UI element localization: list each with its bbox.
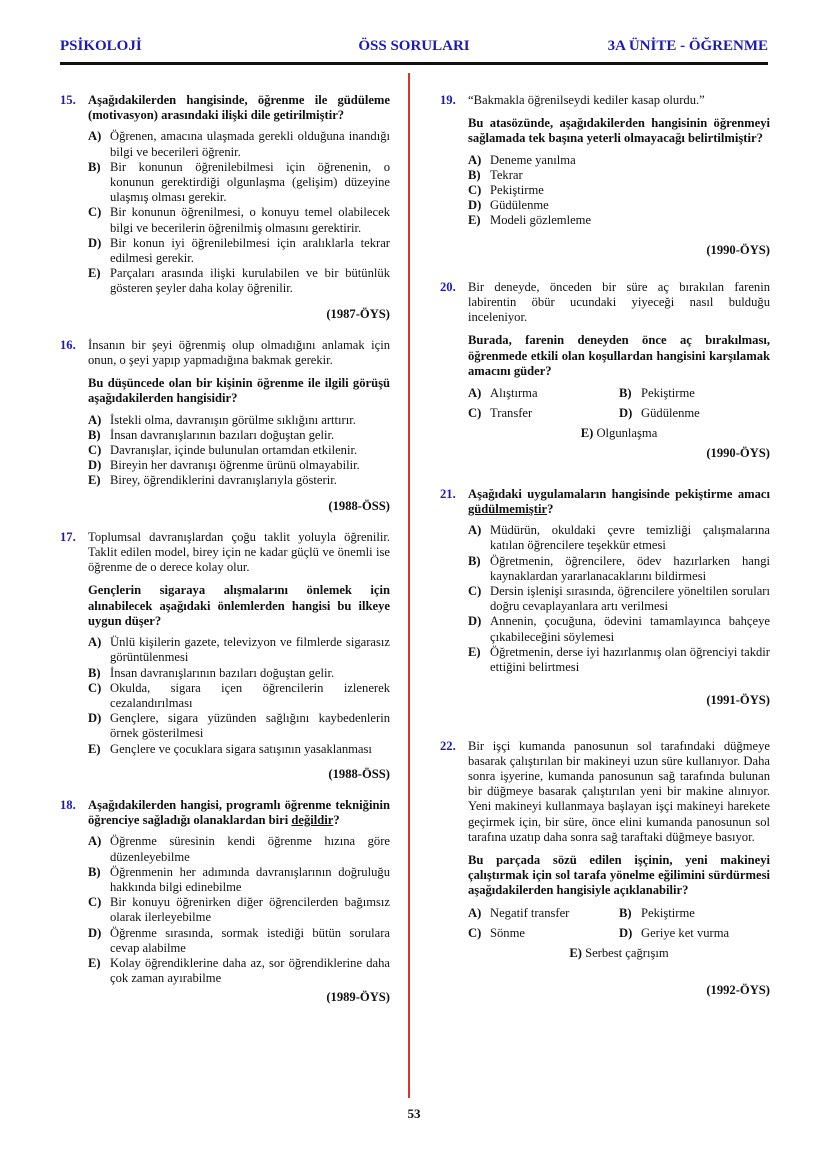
option-a[interactable]: A) Deneme yanılma [468,152,576,167]
question-prompt: Burada, farenin deneyden önce aç bırakılması, öğrenmede etkili olan koşullardan hangisini karşılamak amacını güder? [468,333,770,378]
options-list [88,834,390,986]
question-prompt: Bu düşüncede olan bir kişinin öğrenme ile ilgili görüşü aşağıdakilerden hangisidir? [88,376,390,406]
option-d[interactable]: D) Öğrenme sırasında, sormak istediği bütün sorulara cevap alabilme [88,925,390,955]
question-15 [60,93,390,322]
option-c[interactable]: C) Dersin işlenişi sırasında, öğrencilere yöneltilen soruları doğru cevaplayanlara artı verilmesi [468,584,770,614]
header-subject: PSİKOLOJİ [60,38,142,54]
option-d[interactable]: D) Bireyin her davranışı öğrenme ürünü olmayabilir. [88,458,360,473]
question-20 [440,280,770,461]
option-b[interactable]: B) Tekrar [468,167,523,182]
option-d[interactable]: D) Bir konun iyi öğrenilebilmesi için aralıklarla tekrar edilmesi gerekir. [88,235,390,266]
option-a[interactable]: A) Negatif transfer [468,905,570,920]
option-c[interactable]: C) Sönme [468,925,525,940]
option-e[interactable]: E) Gençlere ve çocuklara sigara satışının yasaklanması [88,741,372,756]
option-c[interactable]: C) Transfer [468,406,533,421]
option-b[interactable]: B) Öğrenmenin her adımında davranışlarının doğruluğu hakkında bilgi edinebilme [88,864,390,894]
question-stem: Toplumsal davranışlardan çoğu taklit yoluyla öğrenilir. Taklit edilen model, birey için ne kadar güçlü ve önemli ise öğrenme de o derece kolay olur. [88,529,390,575]
option-c[interactable]: C) Pekiştirme [468,183,544,198]
question-number: 19. [440,93,456,107]
option-e[interactable]: E) Olgunlaşma [580,426,658,441]
question-number: 15. [60,93,76,107]
question-stem: Bir deneyde, önceden bir süre aç bırakılan farenin labirentin öbür ucundaki yiyeceği nasıl bulduğu inceleniyor. [468,279,770,325]
question-number: 18. [60,797,76,812]
question-stem: Aşağıdakilerden hangisi, programlı öğrenme tekniğinin öğrenciye sağladığı olanaklardan biri değildir? [88,797,390,828]
question-source: (1991-ÖYS) [706,693,770,708]
option-e[interactable]: E) Serbest çağrışım [569,945,669,960]
option-a[interactable]: A) İstekli olma, davranışın görülme sıklığını arttırır. [88,412,356,427]
question-17 [60,530,390,782]
question-source: (1992-ÖYS) [706,983,770,998]
options-list [468,523,770,675]
right-column [440,93,770,998]
question-number: 21. [440,486,456,501]
option-a[interactable]: A) Müdürün, okuldaki çevre temizliği çalışmalarına katılan öğrencilere teşekkür etmesi [468,523,770,553]
left-column [60,93,390,1006]
question-19 [440,93,770,258]
options-list [88,129,390,296]
option-c[interactable]: C) Bir konuyu öğrenirken diğer öğrencilerden bağımsız olarak ilerleyebilme [88,895,390,925]
option-e[interactable]: E) Modeli gözlemleme [468,213,592,228]
options-list [88,635,390,757]
question-stem: Aşağıdaki uygulamaların hangisinde pekiştirme amacı güdülmemiştir? [468,486,770,517]
question-stem: “Bakmakla öğrenilseydi kediler kasap olurdu.” [468,93,705,107]
question-source: (1987-ÖYS) [326,306,390,321]
column-divider [408,73,410,1098]
option-a[interactable]: A) Alıştırma [468,386,538,401]
question-stem: İnsanın bir şeyi öğrenmiş olup olmadığını anlamak için onun, o şeyi yapıp yapmadığına bakmak gerekir. [88,337,390,368]
option-c[interactable]: C) Bir konunun öğrenilmesi, o konuyu temel olabilecek bilgi ve becerilerin öğrenilmiş olmasını gerektirir. [88,205,390,235]
question-number: 20. [440,279,456,294]
question-source: (1990-ÖYS) [706,242,770,257]
option-d[interactable]: D) Gençlere, sigara yüzünden sağlığını kaybedenlerin örnek gösterilmesi [88,711,390,741]
option-b[interactable]: B) Pekiştirme [619,386,695,401]
option-d[interactable]: D) Annenin, çocuğuna, ödevini tamamlayınca bahçeye çıkabileceğini söylemesi [468,614,770,644]
question-number: 17. [60,529,76,544]
option-e[interactable]: E) Parçaları arasında ilişki kurulabilen ve bir bütünlük gösteren şeyler daha kolay öğrenilir. [88,266,390,296]
page-number: 53 [407,1106,421,1121]
question-number: 22. [440,738,456,753]
question-source: (1989-ÖYS) [326,990,390,1005]
question-prompt: Bu parçada sözü edilen işçinin, yeni makineyi çalıştırmak için sol tarafa yönelme eğilimini sürdürmesi aşağıdakilerden hangisiyle açıklanabilir? [468,852,770,898]
option-c[interactable]: C) Davranışlar, içinde bulunulan ortamdan etkilenir. [88,443,358,458]
header-section: ÖSS SORULARI [358,38,470,54]
options-grid [468,386,770,421]
option-e[interactable]: E) Kolay öğrendiklerine daha az, sor öğrendiklerine daha çok zaman ayırabilme [88,955,390,986]
option-b[interactable]: B) Öğretmenin, öğrencilere, ödev hazırlarken hangi kaynaklardan yararlanacaklarını bildirmesi [468,553,770,583]
option-d[interactable]: D) Güdülenme [468,198,549,213]
emphasis-underlined: güdülmemiştir [468,502,548,517]
question-prompt: Bu atasözünde, aşağıdakilerden hangisinin öğrenmeyi sağlamada tek başına yeterli olmayacağı belirtilmiştir? [468,116,770,146]
question-source: (1990-ÖYS) [706,445,770,460]
question-number: 16. [60,337,76,352]
options-grid [468,906,770,941]
question-source: (1988-ÖSS) [328,498,390,513]
question-stem: Aşağıdakilerden hangisinde, öğrenme ile güdüleme (motivasyon) arasındaki ilişki dile getirilmiştir? [88,93,390,123]
question-18 [60,798,390,1006]
option-d[interactable]: D) Güdülenme [619,406,700,421]
option-b[interactable]: B) İnsan davranışlarının bazıları doğuştan gelir. [88,427,335,442]
option-b[interactable]: B) İnsan davranışlarının bazıları doğuştan gelir. [88,665,335,680]
page-header [60,38,768,58]
options-list [468,153,770,229]
question-21 [440,487,770,709]
question-16 [60,338,390,514]
option-a[interactable]: A) Öğrenme süresinin kendi öğrenme hızına göre düzenleyebilme [88,834,390,864]
option-e[interactable]: E) Öğretmenin, derse iyi hazırlanmış olan öğrenciyi takdir ettiğini belirtmesi [468,644,770,675]
option-a[interactable]: A) Öğrenen, amacına ulaşmada gerekli olduğuna inandığı bilgi ve becerileri öğrenir. [88,129,390,159]
header-unit: 3A ÜNİTE - ÖĞRENME [607,38,768,54]
option-a[interactable]: A) Ünlü kişilerin gazete, televizyon ve filmlerde sigarasız görüntülenmesi [88,635,390,665]
question-22 [440,739,770,999]
option-e[interactable]: E) Birey, öğrendiklerini davranışlarıyla gösterir. [88,473,337,488]
option-c[interactable]: C) Okulda, sigara içen öğrencilerin izlenerek cezalandırılması [88,680,390,710]
question-stem: Bir işçi kumanda panosunun sol tarafındaki düğmeye basarak çalıştırılan bir makineyi uzun süre kullanıyor. Daha sonra işyerine, kumanda panosunun sağ tarafında bulunan bir düğmeye basarak çalıştırılan yeni bir makine alınıyor. Yeni makineyi kullanmaya başlayan işçi makineyi harekete geçirmek için, bir süre, önce elini kumanda panosunun sol tarafına uzatıp daha sonra sağ taraftaki düğmeye basıyor. [468,738,770,844]
option-d[interactable]: D) Geriye ket vurma [619,925,730,940]
option-b[interactable]: B) Bir konunun öğrenilebilmesi için öğrenenin, o konunun gerektirdiği olgunlaşma (gelişim) düzeyine ulaşmış olması gerekir. [88,159,390,205]
options-list [88,413,390,489]
option-b[interactable]: B) Pekiştirme [619,905,695,920]
header-rule [60,62,768,65]
question-prompt: Gençlerin sigaraya alışmalarını önlemek için alınabilecek aşağıdaki önlemlerden hangisi bu ilkeye uygun düşer? [88,583,390,628]
emphasis-underlined: değildir [291,813,334,828]
question-source: (1988-ÖSS) [328,766,390,781]
